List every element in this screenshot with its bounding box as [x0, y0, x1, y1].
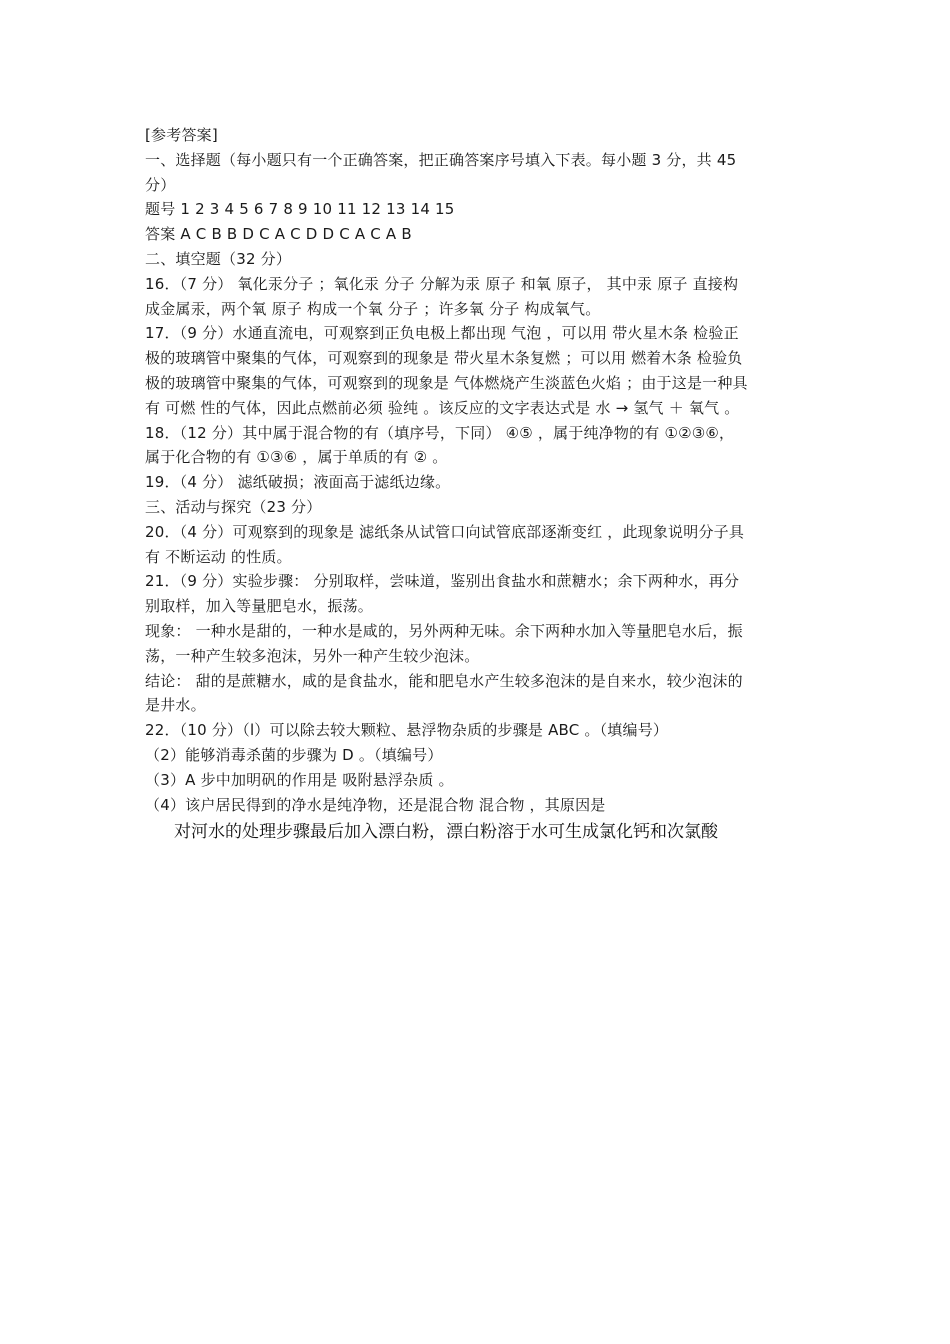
q21-phenomenon-line-2: 荡，一种产生较多泡沫，另外一种产生较少泡沫。 — [145, 646, 480, 665]
section-1-title: 一、选择题（每小题只有一个正确答案，把正确答案序号填入下表。每小题 3 分，共 45 — [145, 150, 737, 169]
q17-line-4: 有 可燃 性的气体，因此点燃前必须 验纯 。该反应的文字表达式是 水 → 氢气 ＋ 氧气 。 — [145, 398, 740, 417]
q16-line-2: 成金属汞，两个氧 原子 构成一个氧 分子 ；许多氧 分子 构成氧气。 — [145, 299, 601, 318]
answer-row: 答案 A C B B D C A C D D C A C A B — [145, 225, 412, 244]
section-2-title: 二、填空题（32 分） — [145, 249, 292, 268]
q21-steps-line-1: 21．（9 分）实验步骤： 分别取样，尝味道，鉴别出食盐水和蔗糖水；余下两种水，再分 — [145, 572, 740, 591]
q17-line-3: 极的玻璃管中聚集的气体，可观察到的现象是 气体燃烧产生淡蓝色火焰 ；由于这是一种具 — [145, 373, 748, 392]
doc-heading: [参考答案] — [145, 126, 218, 144]
q19-line: 19．（4 分） 滤纸破损；液面高于滤纸边缘。 — [145, 473, 451, 492]
section-1-title-cont: 分） — [145, 175, 176, 194]
q21-conclusion-line-1: 结论： 甜的是蔗糖水，咸的是食盐水，能和肥皂水产生较多泡沫的是自来水，较少泡沫的 — [145, 671, 743, 690]
q18-line-1: 18．（12 分）其中属于混合物的有（填序号，下同） ④⑤ ，属于纯净物的有 ①②③⑥， — [145, 423, 735, 442]
q17-line-2: 极的玻璃管中聚集的气体，可观察到的现象是 带火星木条复燃 ；可以用 燃着木条 检验负 — [145, 349, 743, 368]
q22-part-4-reason: 对河水的处理步骤最后加入漂白粉，漂白粉溶于水可生成氯化钙和次氯酸 — [174, 822, 718, 843]
q22-part-3: （3）A 步中加明矾的作用是 吸附悬浮杂质 。 — [145, 770, 454, 789]
section-3-title: 三、活动与探究（23 分） — [145, 497, 322, 516]
q21-conclusion-line-2: 是井水。 — [145, 696, 206, 715]
q22-part-4: （4）该户居民得到的净水是纯净物，还是混合物 混合物 ，其原因是 — [145, 795, 606, 814]
q21-phenomenon-line-1: 现象： 一种水是甜的，一种水是咸的，另外两种无味。余下两种水加入等量肥皂水后，振 — [145, 621, 743, 640]
q17-line-1: 17．（9 分）水通直流电，可观察到正负电极上都出现 气泡 ，可以用 带火星木条 检验正 — [145, 324, 739, 343]
q18-line-2: 属于化合物的有 ①③⑥ ，属于单质的有 ② 。 — [145, 448, 448, 467]
q22-part-2: （2）能够消毒杀菌的步骤为 D 。（填编号） — [145, 745, 443, 764]
q20-line-2: 有 不断运动 的性质。 — [145, 547, 292, 566]
q21-steps-line-2: 别取样，加入等量肥皂水，振荡。 — [145, 597, 374, 616]
q16-line-1: 16．（7 分） 氧化汞分子 ；氧化汞 分子 分解为汞 原子 和氧 原子， 其中汞 原子 直接构 — [145, 274, 739, 293]
q20-line-1: 20．（4 分）可观察到的现象是 滤纸条从试管口向试管底部逐渐变红 ，此现象说明分子具 — [145, 522, 745, 541]
q22-part-1: 22．（10 分）（l）可以除去较大颗粒、悬浮物杂质的步骤是 ABC 。（填编号） — [145, 721, 669, 740]
answer-key-document — [145, 123, 810, 846]
question-number-row: 题号 1 2 3 4 5 6 7 8 9 10 11 12 13 14 15 — [145, 200, 455, 219]
